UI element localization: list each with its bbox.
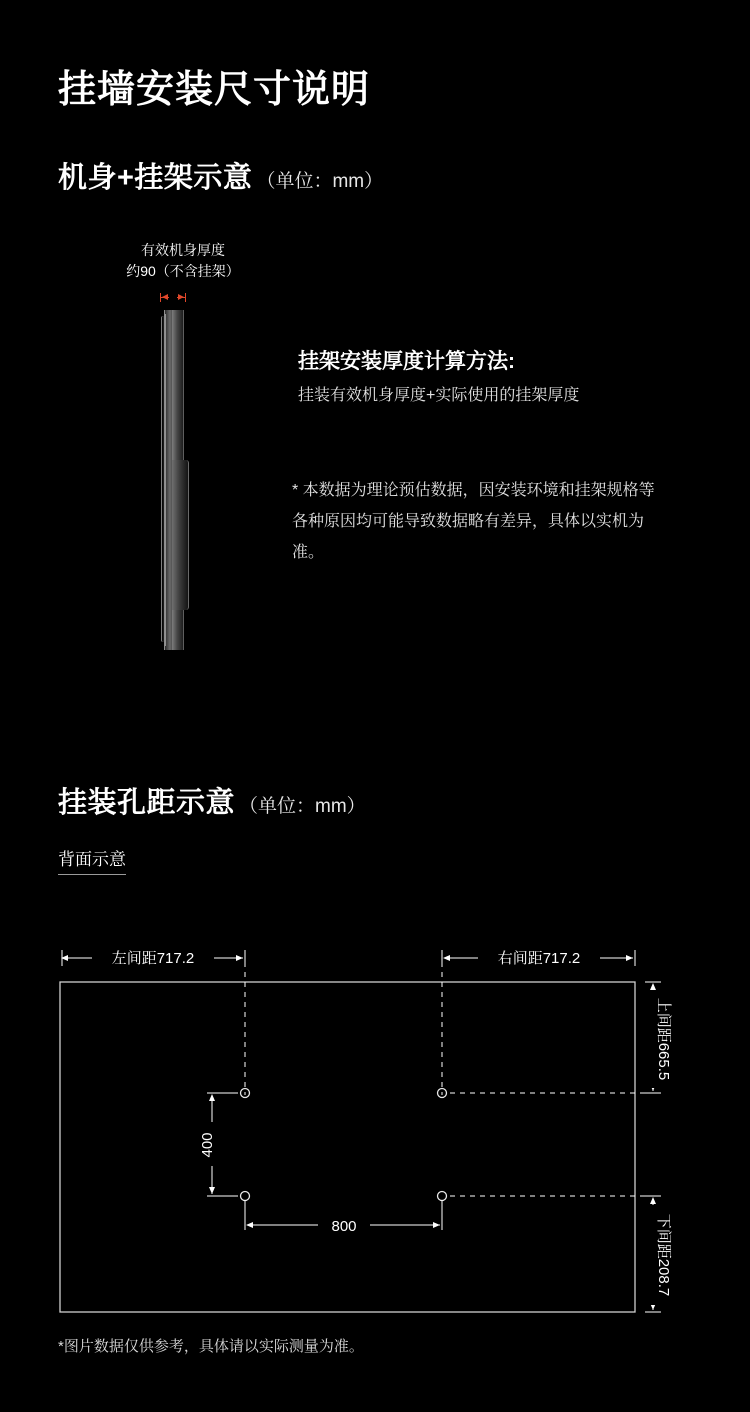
label-bottom-gap: 下间距208.7 [655, 1213, 672, 1297]
label-vertical-pitch: 400 [199, 1132, 216, 1158]
diagram-footnote: *图片数据仅供参考，具体请以实际测量为准。 [58, 1338, 364, 1355]
section-heading-holes-text: 挂装孔距示意 [58, 787, 236, 819]
section-heading-body-text: 机身+挂架示意 [58, 162, 253, 194]
thickness-annotation-line2: 约90（不含挂架） [126, 263, 240, 279]
section-heading-holes [58, 780, 366, 821]
section-heading-body [58, 155, 383, 196]
mount-thickness-calc-title: 挂架安装厚度计算方法: [298, 350, 515, 373]
section-heading-holes-unit: （单位：mm） [239, 796, 366, 817]
label-left-gap: 左间距717.2 [111, 950, 195, 967]
section-heading-body-unit: （单位：mm） [256, 171, 384, 192]
label-horizontal-pitch: 800 [331, 1218, 357, 1235]
hole-spacing-diagram [0, 900, 750, 1340]
tv-back-outline [60, 982, 635, 1312]
label-right-gap: 右间距717.2 [497, 950, 581, 967]
label-top-gap: 上间距665.5 [655, 997, 672, 1081]
mount-thickness-calc-formula: 挂装有效机身厚度+实际使用的挂架厚度 [298, 387, 580, 404]
thickness-annotation [103, 240, 263, 282]
mount-thickness-disclaimer: * 本数据为理论预估数据，因安装环境和挂架规格等各种原因均可能导致数据略有差异，具体以实机为准。 [292, 482, 655, 561]
thickness-annotation-line1: 有效机身厚度 [141, 242, 225, 258]
mounting-hole-bottom-right [438, 1192, 447, 1201]
page-title: 挂墙安装尺寸说明 [58, 69, 371, 111]
thickness-dimension-arrows-icon [160, 293, 186, 303]
back-view-label: 背面示意 [58, 845, 126, 875]
tv-side-profile-illustration [160, 310, 192, 650]
mounting-hole-bottom-left [241, 1192, 250, 1201]
